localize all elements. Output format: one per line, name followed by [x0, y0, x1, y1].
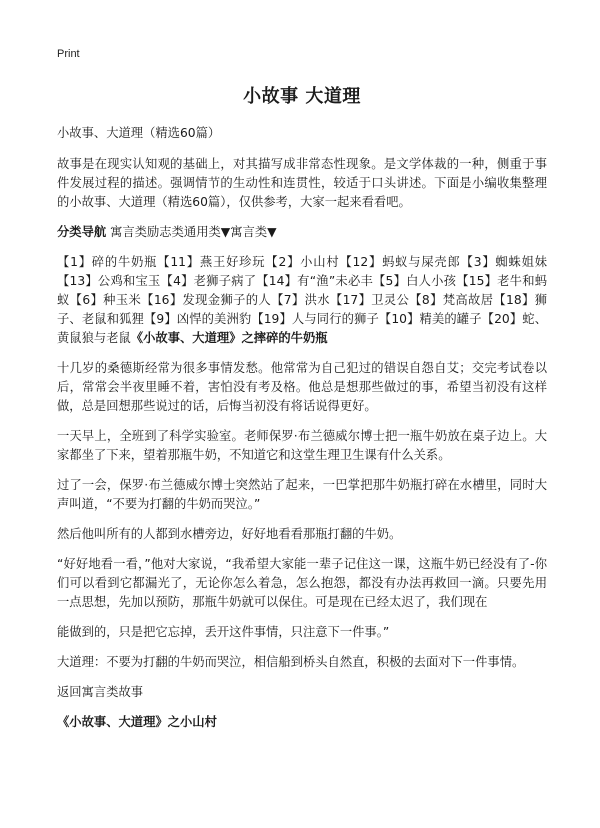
story-paragraph: 一天早上，全班到了科学实验室。老师保罗·布兰德威尔博士把一瓶牛奶放在桌子边上。大家都坐了下来，望着那瓶牛奶，不知道它和这堂生理卫生课有什么关系。 [57, 429, 547, 462]
toc-item[interactable]: 【11】燕王好珍玩 [157, 255, 266, 269]
story-paragraph: 过了一会，保罗·布兰德威尔博士突然站了起来，一巴掌把那牛奶瓶打碎在水槽里，同时大声叫道，“不要为打翻的牛奶而哭泣。” [57, 478, 547, 511]
toc-item[interactable]: 【20】蛇、黄鼠狼与老鼠 [57, 312, 547, 345]
current-story-title: 《小故事、大道理》之摔碎的牛奶瓶 [130, 331, 328, 345]
story-paragraph: “好好地看一看，”他对大家说，“我希望大家能一辈子记住这一课，这瓶牛奶已经没有了-你们可以看到它都漏光了，无论你怎么着急，怎么抱怨，都没有办法再救回一滴。只要先用一点思想，先加以预防，那瓶牛奶就可以保住。可是现在已经太迟了，我们现在 [57, 557, 547, 609]
toc-item[interactable]: 【3】蜘蛛姐妹 [460, 255, 547, 269]
toc-item[interactable]: 【17】卫灵公 [329, 293, 410, 307]
story-paragraph: 然后他叫所有的人都到水槽旁边，好好地看看那瓶打翻的牛奶。 [57, 527, 402, 541]
moral-paragraph: 大道理：不要为打翻的牛奶而哭泣，相信船到桥头自然直，积极的去面对下一件事情。 [57, 655, 525, 669]
toc-item[interactable]: 【10】精美的罐子 [378, 312, 482, 326]
table-of-contents [57, 253, 547, 348]
category-navigation [57, 223, 547, 242]
intro-paragraph: 故事是在现实认知观的基础上，对其描写成非常态性现象。是文学体裁的一种，侧重于事件发展过程的描述。强调情节的生动性和连贯性，较适于口头讲述。下面是小编收集整理的小故事、大道理（精选60篇），仅供参考，大家一起来看看吧。 [57, 157, 547, 209]
toc-item[interactable]: 【9】凶悍的美洲豹 [143, 312, 252, 326]
toc-item[interactable]: 【2】小山村 [265, 255, 340, 269]
document-page [57, 48, 547, 743]
toc-item[interactable]: 【7】洪水 [271, 293, 330, 307]
story-paragraph: 十几岁的桑德斯经常为很多事情发愁。他常常为自己犯过的错误自怨自艾；交完考试卷以后，常常会半夜里睡不着，害怕没有考及格。他总是想那些做过的事，希望当初没有这样做，总是回想那些说过的话，后悔当初没有将话说得更好。 [57, 361, 547, 413]
toc-item[interactable]: 【18】狮子、老鼠和狐狸 [57, 293, 547, 326]
toc-item[interactable]: 【13】公鸡和宝玉 [57, 274, 161, 288]
toc-item[interactable]: 【19】人与同行的狮子 [251, 312, 379, 326]
page-title: 小故事 大道理 [243, 86, 361, 107]
nav-label: 分类导航 [57, 225, 107, 239]
subtitle: 小故事、大道理（精选60篇） [57, 126, 221, 140]
toc-item[interactable]: 【4】老狮子病了 [160, 274, 257, 288]
toc-item[interactable]: 【1】碎的牛奶瓶 [57, 255, 158, 269]
toc-item[interactable]: 【15】老牛和蚂蚁 [57, 274, 548, 307]
toc-item[interactable]: 【12】蚂蚁与屎壳郎 [339, 255, 461, 269]
toc-item[interactable]: 【5】白人小孩 [373, 274, 457, 288]
toc-item[interactable]: 【14】有“渔”未必丰 [256, 274, 374, 288]
toc-item[interactable]: 【6】种玉米 [69, 293, 142, 307]
toc-item[interactable]: 【8】梵高故居 [409, 293, 494, 307]
nav-path[interactable]: 寓言类励志类通用类▼寓言类▼ [106, 225, 277, 239]
back-to-category-link[interactable]: 返回寓言类故事 [57, 685, 144, 699]
toc-item[interactable]: 【16】发现金狮子的人 [141, 293, 272, 307]
next-story-title[interactable]: 《小故事、大道理》之小山村 [57, 715, 217, 729]
print-link[interactable]: Print [57, 48, 80, 60]
story-paragraph: 能做到的，只是把它忘掉，丢开这件事情，只注意下一件事。” [57, 625, 390, 639]
